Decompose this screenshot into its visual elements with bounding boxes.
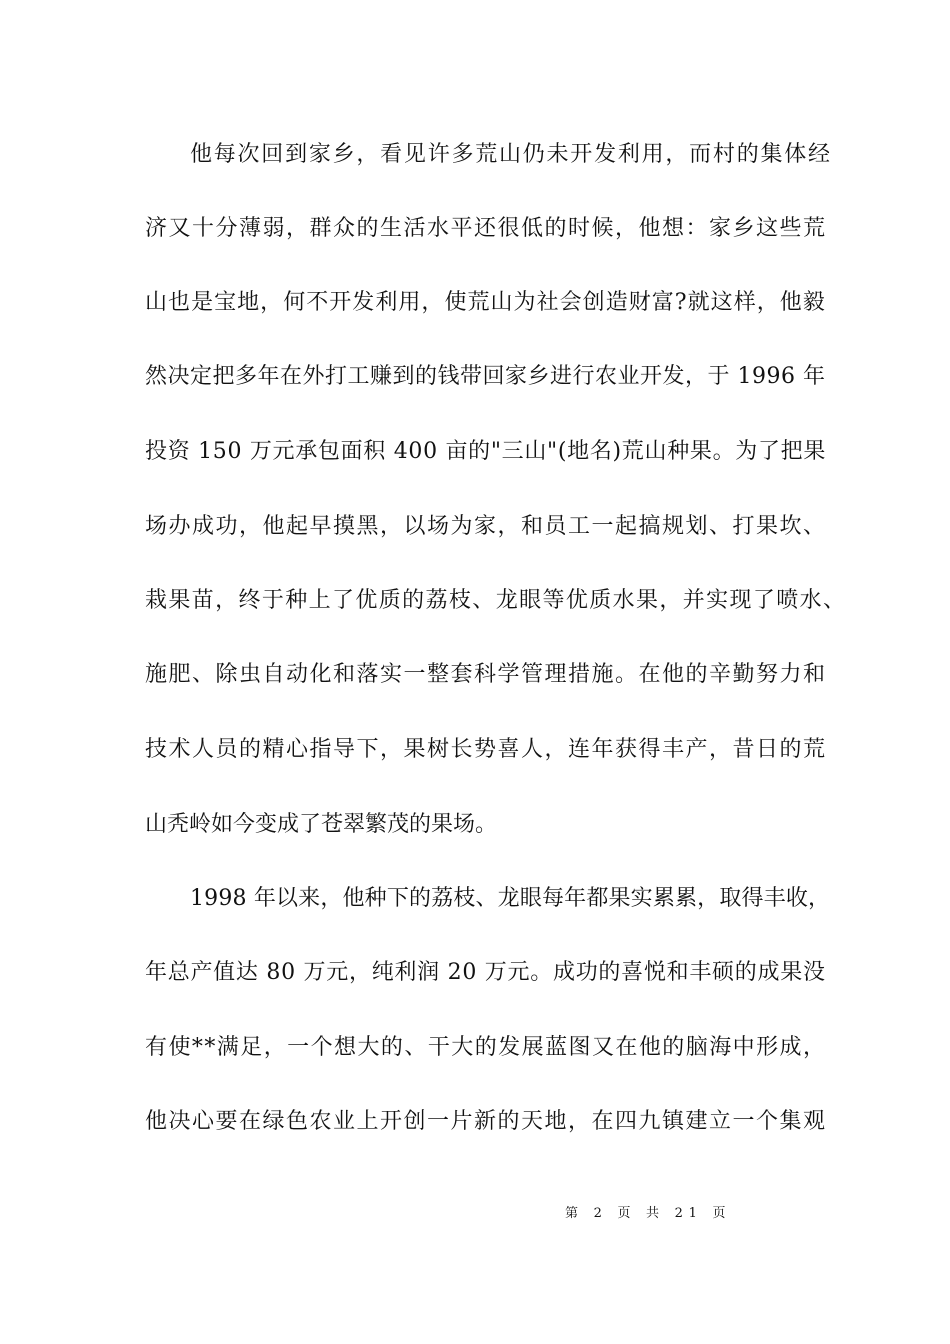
text-line-7: 栽果苗，终于种上了优质的荔枝、龙眼等优质水果，并实现了喷水、: [145, 588, 847, 613]
text-line-6: 场办成功，他起早摸黑，以场为家，和员工一起搞规划、打果坎、: [145, 514, 827, 539]
text-line-3: 山也是宝地，何不开发利用，使荒山为社会创造财富?就这样，他毅: [145, 290, 826, 315]
text-line-2: 济又十分薄弱，群众的生活水平还很低的时候，他想：家乡这些荒: [145, 216, 827, 241]
text-line-13: 有使**满足，一个想大的、干大的发展蓝图又在他的脑海中形成，: [145, 1035, 827, 1060]
text-line-1: 他每次回到家乡，看见许多荒山仍未开发利用，而村的集体经: [190, 142, 832, 167]
text-line-12: 年总产值达 80 万元，纯利润 20 万元。成功的喜悦和丰硕的成果没: [145, 960, 826, 985]
text-line-9: 技术人员的精心指导下，果树长势喜人，连年获得丰产，昔日的荒: [145, 737, 827, 762]
text-line-4: 然决定把多年在外打工赚到的钱带回家乡进行农业开发，于 1996 年: [145, 364, 826, 389]
page-number-footer: 第 2 页 共 21 页: [565, 1206, 732, 1221]
text-line-5: 投资 150 万元承包面积 400 亩的"三山"(地名)荒山种果。为了把果: [145, 439, 827, 464]
text-line-14: 他决心要在绿色农业上开创一片新的天地，在四九镇建立一个集观: [145, 1109, 827, 1134]
text-line-11: 1998 年以来，他种下的荔枝、龙眼每年都果实累累，取得丰收，: [190, 886, 831, 911]
text-line-10: 山秃岭如今变成了苍翠繁茂的果场。: [145, 812, 498, 837]
text-line-8: 施肥、除虫自动化和落实一整套科学管理措施。在他的辛勤努力和: [145, 662, 827, 687]
